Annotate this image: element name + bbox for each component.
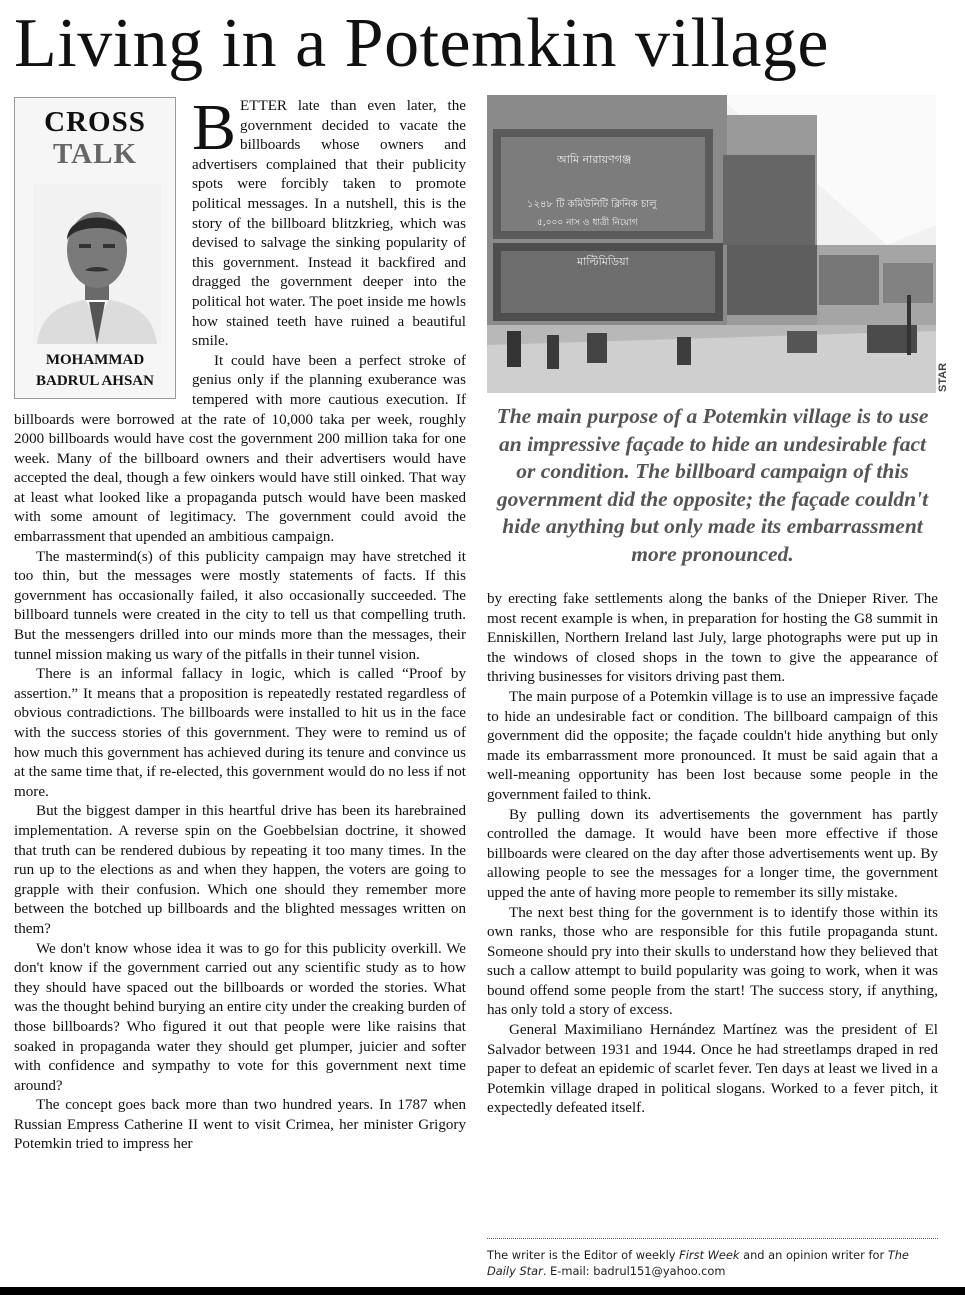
article-paragraph: General Maximiliano Hernández Martínez was the president of El Salvador between 1931 and 1944. Once he had streetlamps draped in red paper to defeat an epidemic of scarlet fever. Ten days at least we lived in a Potemkin village draped in political slogans. Worked to a fever pitch, it expectedly defeated itself.: [487, 1022, 938, 1117]
author-byline: [15, 350, 175, 392]
footnote-text: The writer is the Editor of weekly: [487, 1248, 680, 1262]
columnist-box: [14, 97, 176, 399]
article-photo: [487, 95, 936, 393]
author-last-name: BADRUL AHSAN: [36, 373, 154, 389]
footnote-email: . E-mail: badrul151@yahoo.com: [542, 1264, 726, 1278]
article-paragraph: The next best thing for the government is to identify those within its own ranks, those who are responsible for this futile propaganda stunt. Someone should pry into their skulls to understand how they believed that such a callow attempt to build popularity was going to work, when it was bound offend some people from the start! The success story, if anything, has only told a story of excess.: [487, 904, 938, 1019]
article-paragraph: The concept goes back more than two hundred years. In 1787 when Russian Empress Catherine II went to visit Crimea, her minister Grigory Potemkin tried to impress her: [14, 1097, 466, 1153]
footnote-text: and an opinion writer for: [739, 1248, 888, 1262]
headline: Living in a Potemkin village: [14, 5, 830, 82]
article-paragraph: But the biggest damper in this heartful drive has been its harebrained implementation. A reverse spin on the Goebbelsian doctrine, it showed that truth can be rendered dubious by repeating it too many times. In the run up to the elections as and when they happen, the voters are going to grapple with their confusion. Which one should they remember more between the botched up billboards and the blighted messages written on them?: [14, 803, 466, 937]
billboard-text: ১২৪৮ টি কমিউনিটি ক্লিনিক চালু: [527, 199, 657, 210]
publication-name: First Week: [679, 1248, 740, 1262]
paragraph-text: ETTER late than even later, the government decided to vacate the billboards whose owners and advertisers complained that their publicity spots were forcibly taken to promote political messages. In a nutshell, this is the story of the billboard blitzkrieg, which was devised to salvage the sinking popularity of this government. Instead it backfired and dragged the government deeper into the political hot water. The poet inside me howls how stained teeth have ruined a beautiful smile.: [192, 98, 466, 350]
photo-credit: STAR: [937, 362, 949, 392]
publication-name: The Daily Star: [487, 1248, 909, 1278]
billboard-text: ৫,০০০ নাস ও ধাত্রী নিয়োগ: [537, 218, 638, 228]
column-kicker: CROSS: [44, 106, 146, 138]
pull-quote: The main purpose of a Potemkin village is to use an impressive façade to hide an undesirable fact or condition. The billboard campaign of this government did the opposite; the façade couldn't hide anything but only made its embarrassment more pronounced.: [496, 404, 929, 566]
billboard-text: মাল্টিমিডিয়া: [577, 255, 629, 268]
article-paragraph: The main purpose of a Potemkin village is to use an impressive façade to hide an undesirable fact or condition. The billboard campaign of this government did the opposite; the façade couldn't hide anything but only made its embarrassment more pronounced. It must be said again that a well-meaning opportunity has been lost because some people in the government failed to think.: [487, 688, 938, 803]
article-paragraph: There is an informal fallacy in logic, which is called “Proof by assertion.” It means that a proposition is repeatedly restated regardless of obvious contradictions. The billboards were installed to hit us in the face with the success stories of this government. They were to remind us of how much this government has achieved during its tenure and convince us at the same time that, if re-elected, this government would do no less if not more.: [14, 666, 466, 800]
footnote-divider: [487, 1238, 938, 1239]
author-first-name: MOHAMMAD: [45, 352, 145, 368]
article-paragraph: The mastermind(s) of this publicity campaign may have stretched it too thin, but the messages were mostly statements of facts. If this government has occasionally failed, it also occasionally succeeded. The billboard tunnels were created in the city to tell us that compelling truth. But the messengers drilled into our minds more than the messages, their tunnel mission making us wary of the pitfalls in their tunnel vision.: [14, 548, 466, 663]
page-bottom-rule: [0, 1287, 965, 1295]
author-portrait: [33, 184, 161, 344]
article-column-right: [487, 590, 938, 1250]
author-footnote: [487, 1247, 938, 1279]
article-column-left: [14, 97, 466, 1282]
billboard-text: আমি নারায়ণগঞ্জ: [557, 153, 632, 166]
article-body-right: [487, 590, 938, 1119]
article-paragraph: It could have been a perfect stroke of genius only if the planning exuberance was tempered with more cautious execution. If billboards were borrowed at the rate of 10,000 taka per week, roughly 2000 billboards would have cost the government 200 million taka for one week. Many of the billboard owners and their advertisers would have accepted the deal, though a few oinkers would have still oinked. That way at least what looked like a propaganda putsch would have been masked with some amount of legitimacy. The government could avoid the embarrassment that upended an ambitious campaign.: [14, 352, 466, 546]
drop-cap: B: [192, 97, 237, 164]
article-paragraph: by erecting fake settlements along the banks of the Dnieper River. The most recent example is when, in preparation for hosting the G8 summit in Enniskillen, Northern Ireland last July, large photographs were put up in the windows of closed shops in the town to give the appearance of thriving businesses for visitors driving past them.: [487, 591, 938, 686]
billboard-street-scene: [487, 95, 936, 393]
column-kicker-sub: TALK: [52, 138, 138, 170]
article-paragraph: We don't know whose idea it was to go for this publicity overkill. We don't know if the government carried out any scientific study as to how they should have spaced out the billboards or worded the stories. What was the thought behind burying an entire city under the creaking burden of those billboards? Who figured it out that people were like raisins that soaked in propaganda water they should get plumper, juicier and softer with confidence and sympathy to vote for this government next time around?: [14, 940, 466, 1094]
article-paragraph: By pulling down its advertisements the government has partly controlled the damage. It would have been more effective if those billboards were cleared on the day after those advertisements went up. By allowing people to see the messages for a longer time, the government upped the ante of having more people to remember its silly mistake.: [487, 806, 938, 901]
